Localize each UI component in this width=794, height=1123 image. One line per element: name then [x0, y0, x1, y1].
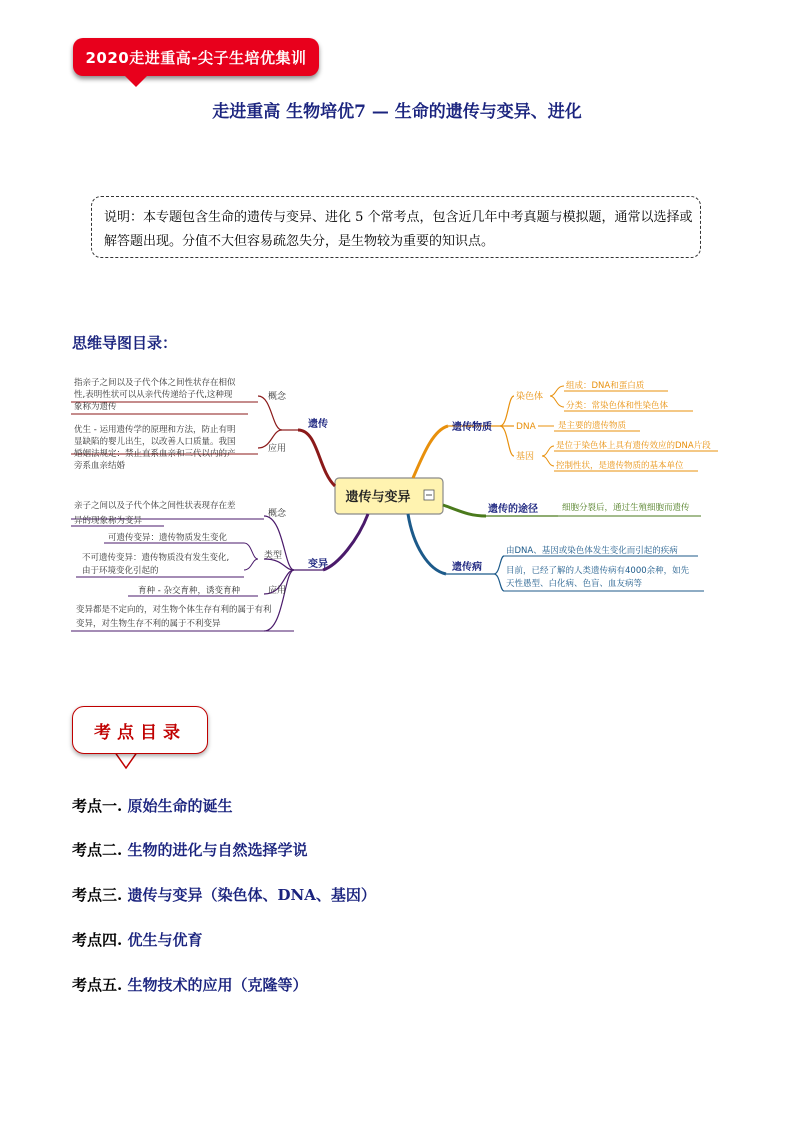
route-branch [443, 505, 486, 516]
disease-text-2b: 天性愚型、白化病、色盲、血友病等 [506, 579, 643, 589]
material-label: 遗传物质 [452, 422, 492, 433]
variation-type-nonheritable-1: 不可遗传变异：遗传物质没有发生变化, [82, 553, 230, 563]
topic-text: 优生与优育 [127, 931, 203, 949]
topic-number: 考点二. [72, 841, 123, 859]
topic-number: 考点一. [72, 797, 123, 815]
variation-extra-line1: 变异都是不定向的，对生物个体生存有利的属于有利 [76, 605, 272, 615]
variation-type-label: 类型 [264, 551, 283, 561]
material-branch [413, 426, 448, 478]
variation-concept-line2: 异的现象称为变异 [74, 516, 143, 526]
variation-application-label: 应用 [268, 586, 287, 596]
gene-text-1: 是位于染色体上具有遗传效应的DNA片段 [556, 441, 711, 451]
topic-number: 考点五. [72, 976, 123, 994]
variation-extra-line2: 变异，对生物生存不利的属于不利变异 [76, 619, 221, 629]
route-text: 细胞分裂后，通过生殖细胞而遗传 [562, 503, 690, 513]
dna-label: DNA [516, 422, 536, 432]
topic-text: 遗传与变异（染色体、DNA、基因） [127, 886, 376, 904]
series-badge: 2020走进重高-尖子生培优集训 [73, 38, 319, 76]
topic-text: 生物的进化与自然选择学说 [127, 841, 308, 859]
badge-tail [124, 75, 148, 87]
variation-application-text: 育种 - 杂交育种，诱变育种 [138, 586, 240, 596]
variation-concept-label: 概念 [268, 509, 287, 519]
disease-text-1: 由DNA、基因或染色体发生变化而引起的疾病 [506, 546, 678, 556]
note-text: 说明：本专题包含生命的遗传与变异、进化 5 个常考点，包含近几年中考真题与模拟题，通常以选择或解答题出现。分值不大但容易疏忽失分，是生物较为重要的知识点。 [104, 210, 693, 249]
center-label: 遗传与变异 [345, 490, 411, 505]
dna-text: 是主要的遗传物质 [558, 421, 627, 431]
heredity-app-line1: 优生 - 运用遗传学的原理和方法，防止有明 [74, 425, 236, 435]
chromosome-label: 染色体 [516, 392, 544, 402]
variation-concept-line1: 亲子之间以及子代个体之间性状表现存在差 [74, 501, 236, 511]
heredity-application-label: 应用 [268, 444, 287, 454]
chromosome-composition: 组成：DNA和蛋白质 [566, 381, 645, 391]
topic-item [72, 884, 376, 905]
variation-label: 变异 [308, 559, 328, 570]
topic-item [72, 974, 307, 995]
gene-text-2: 控制性状，是遗传物质的基本单位 [556, 461, 684, 471]
heredity-concept-line1: 指亲子之间以及子代个体之间性状存在相似 [74, 378, 236, 388]
variation-branch [323, 514, 368, 570]
heredity-branch [298, 430, 335, 486]
disease-label: 遗传病 [452, 562, 482, 573]
heredity-concept-label: 概念 [268, 392, 287, 402]
topic-text: 生物技术的应用（克隆等） [127, 976, 308, 994]
topic-index-title: 考点目录 [94, 723, 186, 743]
heredity-app-line2: 显缺陷的婴儿出生，以改善人口质量。我国 [74, 437, 236, 447]
topic-item [72, 929, 202, 950]
disease-text-2a: 目前，已经了解的人类遗传病有4000余种，如先 [506, 566, 690, 576]
topic-text: 原始生命的诞生 [127, 797, 233, 815]
variation-type-nonheritable-2: 由于环境变化引起的 [82, 566, 159, 576]
mindmap-heading: 思维导图目录： [72, 334, 178, 352]
heredity-concept-line3: 象称为遗传 [74, 402, 117, 412]
gene-label: 基因 [516, 452, 535, 462]
topic-number: 考点三. [72, 886, 123, 904]
heredity-label: 遗传 [308, 419, 328, 430]
chromosome-classification: 分类：常染色体和性染色体 [566, 401, 669, 411]
heredity-app-line4: 旁系血亲结婚 [74, 461, 126, 471]
variation-type-heritable: 可遗传变异：遗传物质发生变化 [108, 533, 228, 543]
heredity-app-line3: 婚姻法规定：禁止直系血亲和三代以内的产 [74, 449, 236, 459]
disease-branch [408, 514, 446, 574]
topic-item [72, 839, 307, 860]
route-label: 遗传的途径 [488, 504, 538, 515]
mind-map [68, 360, 718, 645]
topic-item [72, 795, 232, 816]
heredity-concept-line2: 性,表明性状可以从亲代传递给子代,这种现 [74, 390, 233, 400]
topic-number: 考点四. [72, 931, 123, 949]
document-title: 走进重高 生物培优7 — 生命的遗传与变异、进化 [212, 102, 582, 122]
